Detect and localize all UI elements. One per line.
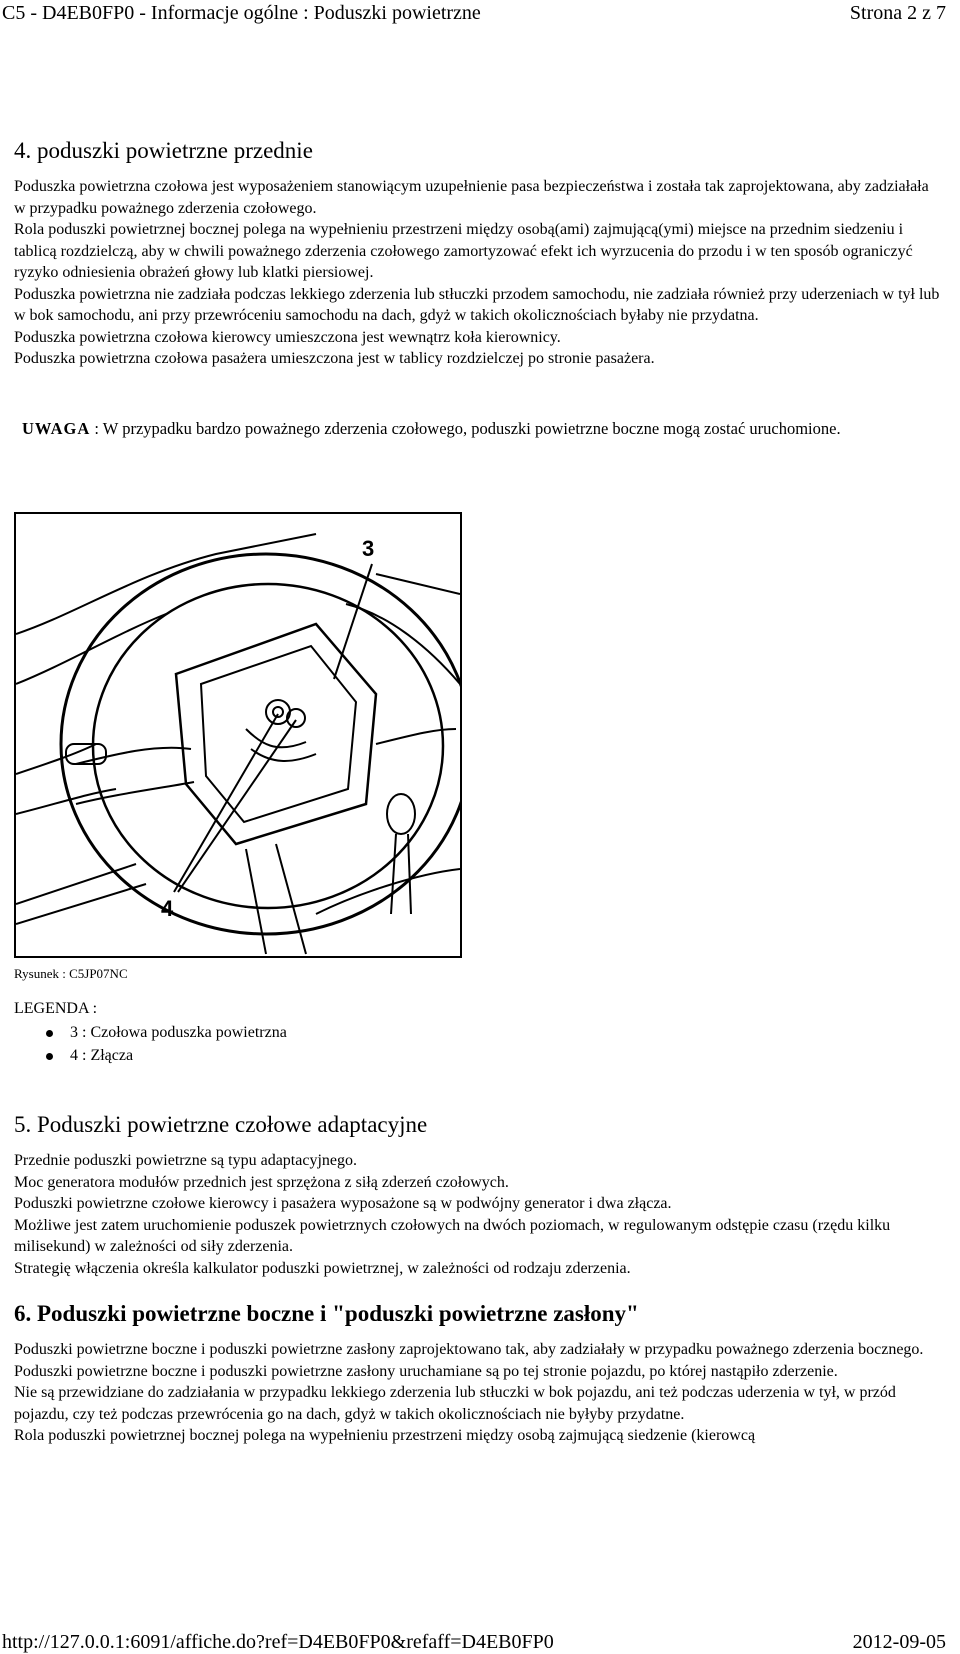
bullet-icon (46, 1053, 53, 1060)
document-title: C5 - D4EB0FP0 - Informacje ogólne : Poduszki powietrzne (2, 2, 481, 24)
warning-label: UWAGA (22, 419, 91, 438)
paragraph: Poduszka powietrzna czołowa kierowcy umieszczona jest wewnątrz koła kierownicy. (14, 328, 561, 346)
paragraph: Poduszka powietrzna nie zadziała podczas lekkiego zderzenia lub stłuczki przodem samochodu, nie zadziała również przy uderzeniach w tył lub w bok samochodu, ani przy przewróceniu samochodu na dach, gdyż w takich okolicznościach byłaby nie przydatna. (14, 285, 940, 324)
paragraph: Rola poduszki powietrznej bocznej polega na wypełnieniu przestrzeni między osobą(ami) zajmującą(ymi) miejsce na przednim siedzeniu i tablicą rozdzielczą, aby w chwili poważnego zderzenia czołowego zamortyzować efekt ich wyrzucenia do przodu i w ten sposób ograniczyć ryzyko odniesienia obrażeń głowy lub klatki piersiowej. (14, 221, 913, 281)
section-4-text (14, 176, 944, 370)
legend-list (14, 1022, 287, 1067)
legend-item: 3 : Czołowa poduszka powietrzna (14, 1022, 287, 1045)
section-5-text (14, 1150, 944, 1279)
section-6-heading: 6. Poduszki powietrzne boczne i "poduszki powietrzne zasłony" (14, 1301, 639, 1326)
paragraph: Poduszki powietrzne boczne i poduszki powietrzne zasłony uruchamiane są po tej stronie pojazdu, po której nastąpiło zderzenie. (14, 1362, 838, 1380)
bullet-icon (46, 1030, 53, 1037)
steering-wheel-illustration (16, 514, 460, 956)
paragraph: Poduszka powietrzna czołowa pasażera umieszczona jest w tablicy rozdzielczej po stronie pasażera. (14, 350, 655, 367)
page-number: Strona 2 z 7 (849, 2, 946, 24)
figure-caption: Rysunek : C5JP07NC (14, 966, 128, 981)
section-4-heading: 4. poduszki powietrzne przednie (14, 138, 313, 163)
callout-4: 4 (161, 896, 174, 921)
paragraph: Moc generatora modułów przednich jest sprzężona z siłą zderzeń czołowych. (14, 1173, 509, 1191)
paragraph: Rola poduszki powietrznej bocznej polega na wypełnieniu przestrzeni między osobą zajmującą siedzenie (kierowcą (14, 1427, 756, 1444)
section-5-heading: 5. Poduszki powietrzne czołowe adaptacyjne (14, 1112, 428, 1137)
page-url: http://127.0.0.1:6091/affiche.do?ref=D4EB0FP0&refaff=D4EB0FP0 (2, 1631, 554, 1653)
paragraph: Strategię włączenia określa kalkulator poduszki powietrznej, w zależności od rodzaju zderzenia. (14, 1259, 631, 1277)
legend-item: 4 : Złącza (14, 1045, 287, 1068)
steering-wheel-airbag-figure (14, 512, 462, 958)
paragraph: Nie są przewidziane do zadziałania w przypadku lekkiego zderzenia lub stłuczki w bok pojazdu, ani też podczas uderzenia w tył, w przód pojazdu, czy też podczas przewrócenia go na dach, gdyż w takich okolicznościach nie byłyby przydatne. (14, 1384, 896, 1423)
print-date: 2012-09-05 (852, 1631, 946, 1653)
page-header (0, 0, 960, 30)
paragraph: Możliwe jest zatem uruchomienie poduszek powietrznych czołowych na dwóch poziomach, w regulowanym odstępie czasu (rzędu kilku milisekund) w zależności od siły zderzenia. (14, 1216, 891, 1255)
warning-note (22, 418, 946, 440)
paragraph: Poduszki powietrzne czołowe kierowcy i pasażera wyposażone są w podwójny generator i dwa złącza. (14, 1195, 672, 1212)
legend-title: LEGENDA : (14, 1000, 98, 1017)
paragraph: Poduszka powietrzna czołowa jest wyposażeniem stanowiącym uzupełnienie pasa bezpieczeństwa i została tak zaprojektowana, aby zadziałała w przypadku poważnego zderzenia czołowego. (14, 178, 929, 217)
section-6-text (14, 1339, 944, 1447)
callout-3: 3 (362, 536, 375, 561)
paragraph: Przednie poduszki powietrzne są typu adaptacyjnego. (14, 1152, 357, 1169)
warning-text: : W przypadku bardzo poważnego zderzenia czołowego, poduszki powietrzne boczne mogą zostać uruchomione. (90, 419, 841, 438)
paragraph: Poduszki powietrzne boczne i poduszki powietrzne zasłony zaprojektowano tak, aby zadziałały w przypadku poważnego zderzenia bocznego. (14, 1341, 924, 1358)
